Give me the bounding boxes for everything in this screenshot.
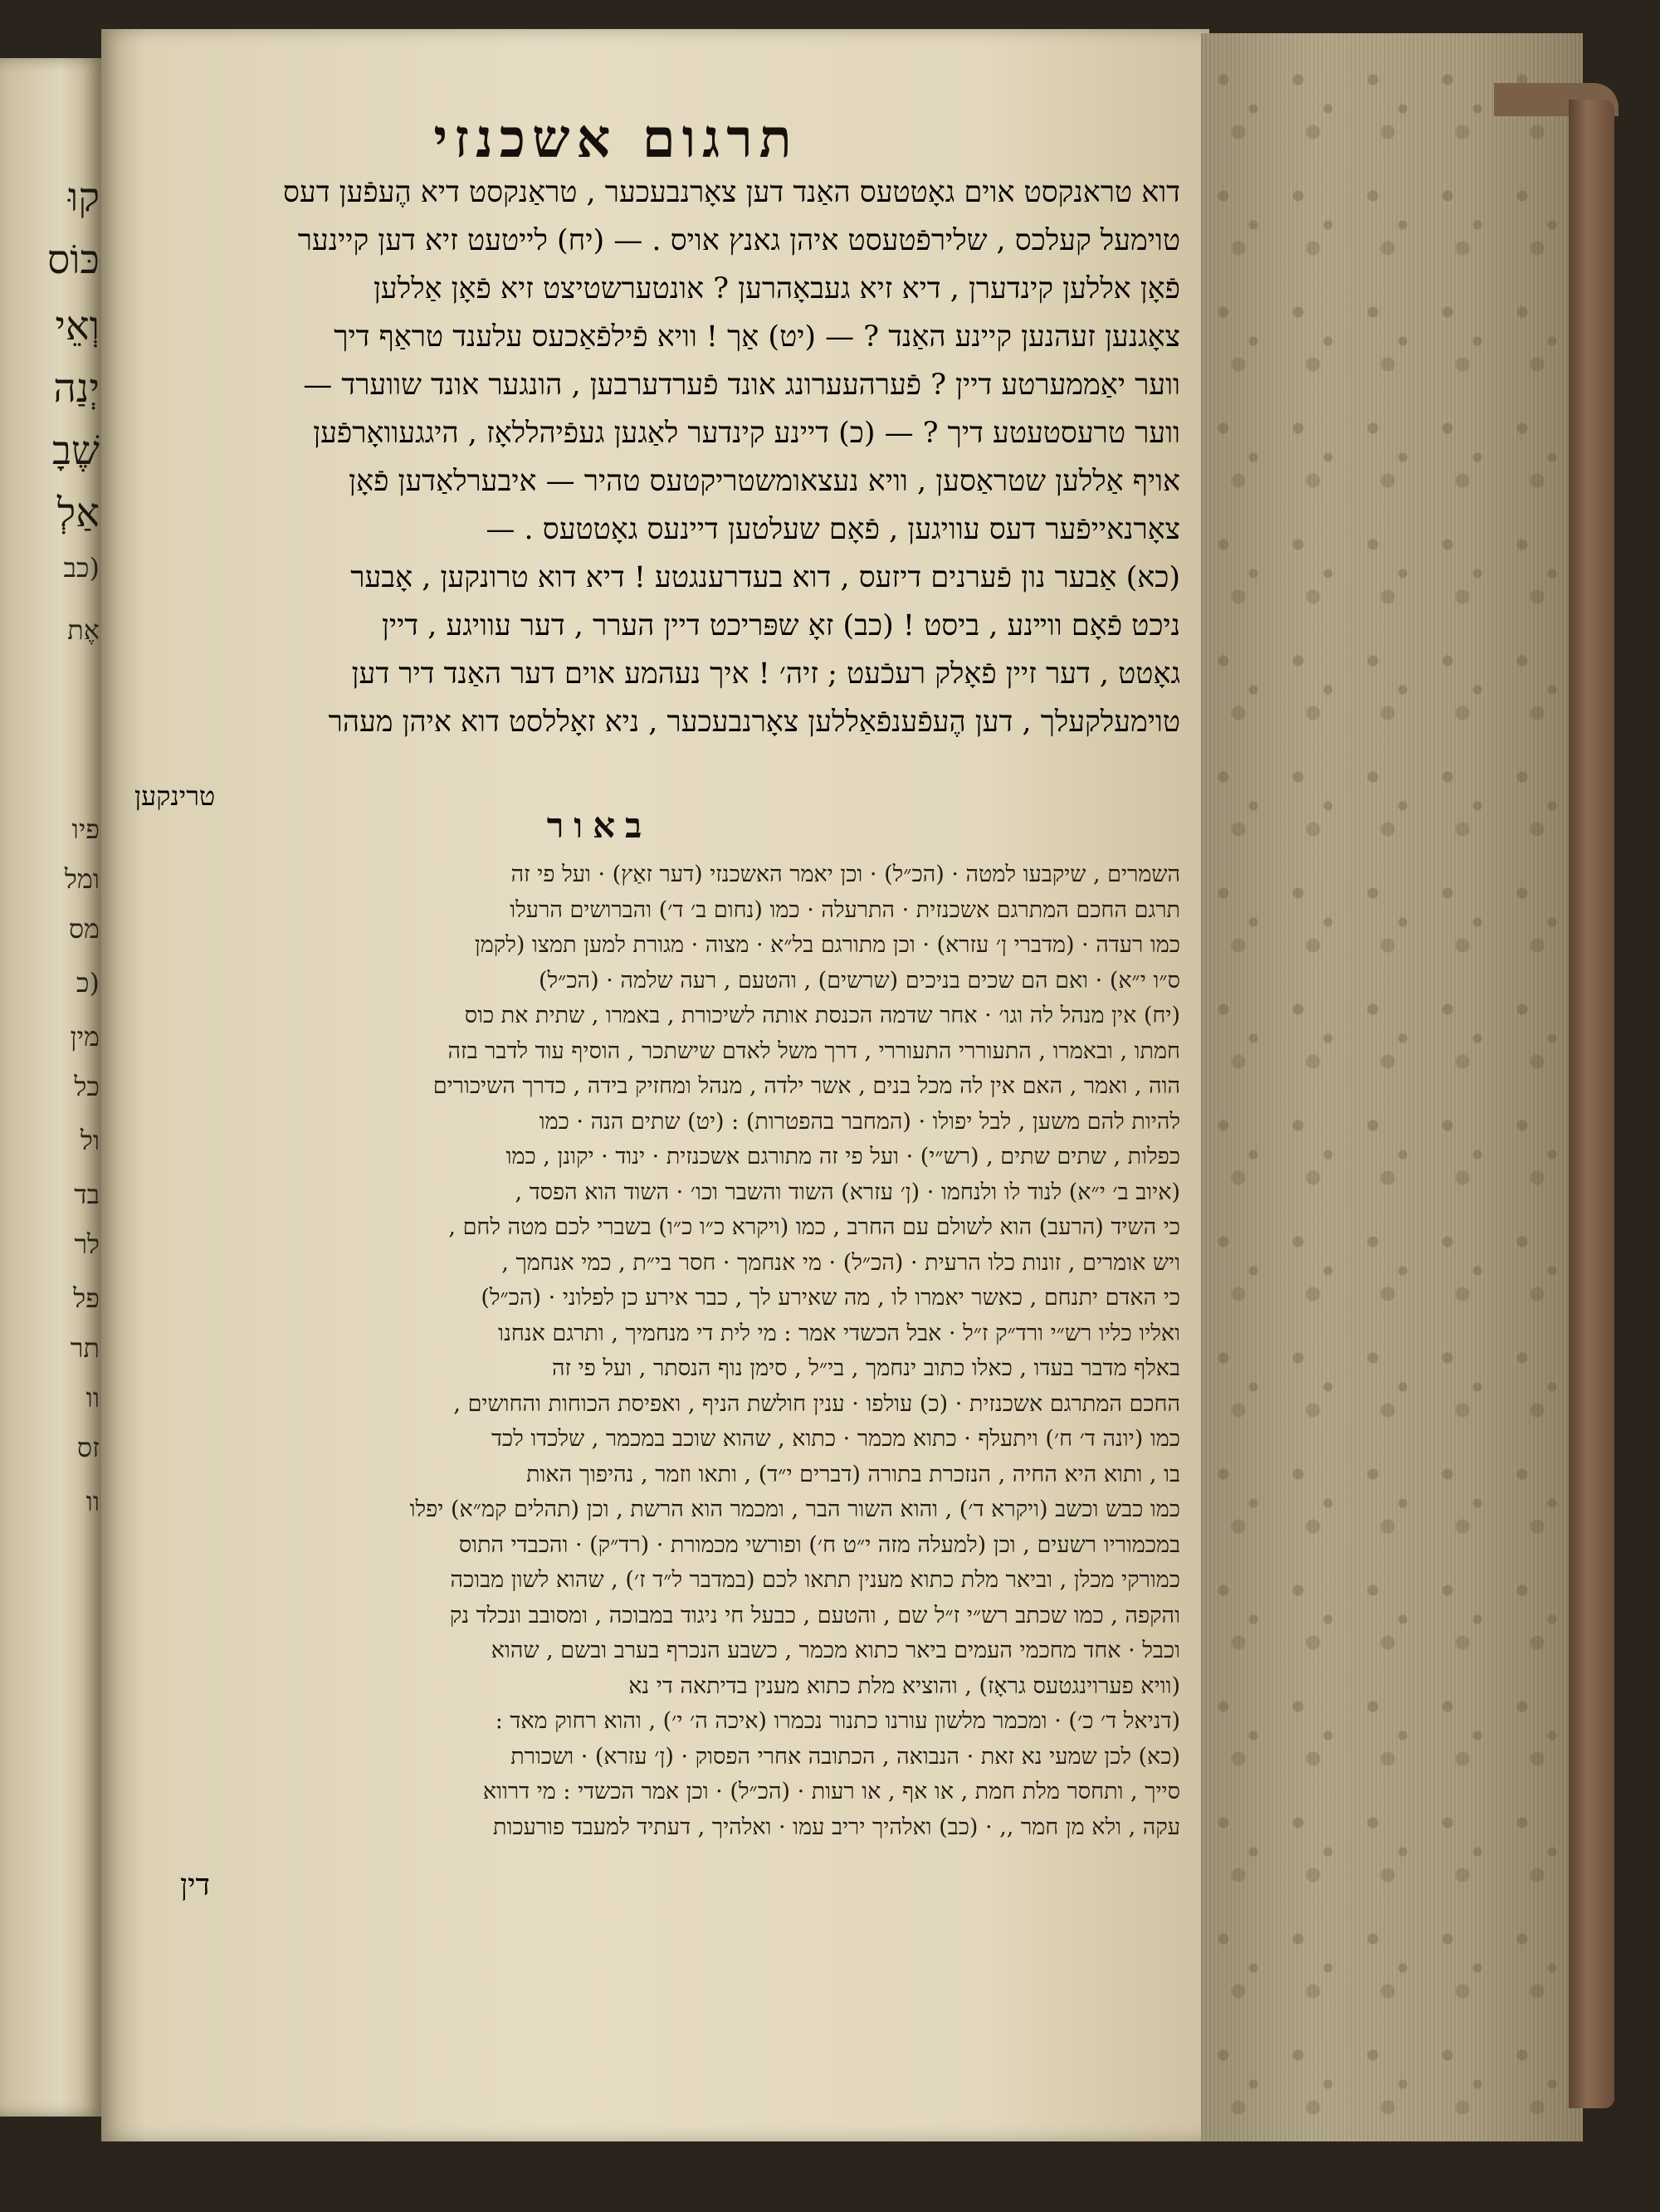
commentary-line: (איוב ב׳ י״א) לנוד לו ולנחמו · (ן׳ עזרא) השוד והשבר וכו׳ · השוד הוא הפסד , bbox=[515, 1180, 1180, 1204]
left-page-line: וו bbox=[85, 1382, 100, 1414]
translation-line: ניכט פֿאָם ווײנע , ביסט ! (כב) זאָ שפּריכט דיין הערר , דער עוויגע , דיין bbox=[381, 612, 1180, 641]
commentary-line: בו , ותוא היא החיה , הנזכרת בתורה (דברים י״ד) , ותאו וזמר , נהיפוך האות bbox=[526, 1462, 1180, 1486]
commentary-line: כי השיד (הרעב) הוא לשולם עם החרב , כמו (ויקרא כ״ו כ״ו) בשברי לכם מטה לחם , bbox=[448, 1216, 1180, 1238]
commentary-line: והקפה , כמו שכתב רש״י ז״ל שם , והטעם , כבעל חי ניגוד במבוכה , ומסובב ונכלד נק bbox=[449, 1604, 1180, 1627]
left-page-line: אֶת bbox=[67, 614, 100, 646]
left-page-line: ומל bbox=[64, 863, 100, 895]
translation-line: ווער טרעסטעטע דיך ? — (כ) דיינע קינדער לאַגען געפֿיהללאָז , היגגעוואָרפֿען bbox=[313, 419, 1180, 448]
catchword-footer: דין bbox=[180, 1868, 210, 1902]
left-page-line: לר bbox=[74, 1228, 100, 1260]
left-page-line: (כב bbox=[63, 552, 100, 584]
left-page-line: פיו bbox=[71, 813, 100, 845]
commentary-line: השמרים , שיקבעו למטה · (הכ״ל) · וכן יאמר האשכנזי (דער זאַץ) · ועל פי זה bbox=[510, 863, 1180, 886]
left-page-line: זס bbox=[76, 1432, 100, 1463]
catchword-translation: טרינקען bbox=[134, 780, 216, 812]
book-cover-edge bbox=[1569, 100, 1614, 2108]
commentary-line: כמו רעדה · (מדברי ן׳ עזרא) · וכן מתורגם בל״א · מצוה · מגורת למען תמצו (לקמן bbox=[474, 934, 1180, 956]
left-page-line: כל bbox=[74, 1071, 100, 1102]
translation-line: גאָטט , דער זיין פֿאָלק רעכֿעט ; זיה׳ ! איך נעהמע אוים דער האַנד דיר דען bbox=[351, 660, 1180, 689]
translation-line: ווער יאַממערטע דיין ? פֿערהעערונג אונד פֿערדערבען , הונגער אונד שווערד — bbox=[303, 371, 1180, 400]
previous-page-fragment bbox=[0, 58, 101, 2117]
commentary-line: חמתו , ובאמרו , התעוררי התעוררי , דרך משל לאדם שישתכר , הוסיף עוד לדבר בזה bbox=[447, 1039, 1180, 1062]
translation-line: טוימעלקעלך , דען הֶעפֿענפֿאַללען צאָרנבעכער , ניא זאָללסט דוא איהן מעהר bbox=[328, 708, 1180, 737]
commentary-line: להיות להם משען , לבל יפולו · (המחבר בהפטרות) : (יט) שתים הנה · כמו bbox=[539, 1110, 1180, 1133]
left-page-line: בד bbox=[74, 1179, 100, 1210]
left-page-line: וו bbox=[85, 1486, 100, 1517]
left-page-line: קוּ bbox=[68, 174, 100, 221]
commentary-line: כמורקי מכלן , וביאר מלת כתוא מענין תתאו לכם (במדבר ל״ד ז׳) , שהוא לשון מבוכה bbox=[450, 1569, 1180, 1591]
translation-line: אויף אַללען שטראַסען , וויא נעצאומשטריקטעס טהיר — איבערלאַדען פֿאָן bbox=[349, 467, 1180, 496]
commentary-line: כמו (יונה ד׳ ח׳) ויתעלף · כתוא מכמר · כתוא , שהוא שוכב במכמר , שלכדו לכד bbox=[491, 1428, 1180, 1450]
commentary-line: במכמוריו רשעים , וכן (למעלה מזה י״ט ח׳) ופורשי מכמורת · (רד״ק) · והכבדי התוס bbox=[458, 1533, 1180, 1556]
commentary-line: תרגם החכם המתרגם אשכנזית · התרעלה · כמו (נחום ב׳ ד׳) והברושים הרעלו bbox=[510, 898, 1180, 921]
commentary-heading: באור bbox=[546, 805, 652, 846]
left-page-line: (כ bbox=[76, 967, 100, 999]
commentary-line: סייך , ותחסר מלת חמת , או אף , או רעות · (הכ״ל) · וכן אמר הכשדי : מי דרווא bbox=[482, 1780, 1180, 1803]
left-page-line: אַלְ bbox=[56, 490, 100, 536]
commentary-line: ואליו כליו רש״י ורד״ק ז״ל · אבל הכשדי אמר : מי לית די מנחמיך , ותרגם אנחנו bbox=[498, 1321, 1180, 1345]
commentary-line: כמו כבש וכשב (ויקרא ד׳) , והוא השור הבר , ומכמר הוא הרשת , וכן (תהלים קמ״א) יפלו bbox=[409, 1498, 1180, 1521]
commentary-line: עקה , ולא מן חמר ,, · (כב) ואלהיך יריב עמו · ואלהיך , דעתיד למעבד פורעכות bbox=[493, 1815, 1180, 1838]
commentary-line: החכם המתרגם אשכנזית · (כ) עולפו · ענין חולשת הניף , ואפיסת הכוחות והחושים , bbox=[453, 1392, 1180, 1415]
left-page-line: תר bbox=[70, 1332, 100, 1364]
commentary-line: (כא) לכן שמעי נא זאת · הנבואה , הכתובה אחרי הפסוק · (ן׳ עזרא) · ושכורת bbox=[510, 1745, 1180, 1768]
commentary-line: (דניאל ד׳ כ׳) · ומכמר מלשון עורנו כתנור נכמרו (איכה ה׳ י׳) , והוא רחוק מאד : bbox=[495, 1710, 1180, 1732]
translation-line: טוימעל קעלכס , שלירפֿטעסט איהן גאנץ אויס . — (יח) לייטעט זיא דען קיינער bbox=[297, 227, 1180, 256]
commentary-line: כפלות , שתים שתים , (רש״י) · ועל פי זה מתורגם אשכנזית · ינוד · יקונן , כמו bbox=[505, 1145, 1180, 1168]
left-page-line: יְנַה bbox=[53, 365, 100, 412]
left-page-line: כּוֹס bbox=[46, 237, 100, 283]
page-fore-edge bbox=[1201, 33, 1583, 2141]
commentary-line: (יח) אין מנהל לה וגו׳ · אחר שדמה הכנסת אותה לשיכורת , באמרו , שתית את כוס bbox=[464, 1004, 1180, 1027]
left-page-line: שֶׁבָ bbox=[51, 427, 100, 474]
commentary-line: כי האדם יתנחם , כאשר יאמרו לו , מה שאירע לך , כבר אירע כן לפלוני · (הכ״ל) bbox=[481, 1287, 1180, 1309]
left-page-line: וְאֵי bbox=[55, 303, 100, 349]
translation-line: פֿאָן אללען קינדערן , דיא זיא געבאָהרען ? אונטערשטיצט זיא פֿאָן אַללען bbox=[373, 275, 1180, 304]
left-page-line: ול bbox=[80, 1125, 100, 1156]
translation-line: (כא) אַבער נון פֿערנים דיזעס , דוא בעדרענגטע ! דיא דוא טרונקען , אָבער bbox=[350, 564, 1180, 593]
book-page bbox=[101, 29, 1209, 2141]
commentary-line: ויש אומרים , זונות כלו הרעית · (הכ״ל) · מי אנחמך · חסר בי״ת , כמי אנחמך , bbox=[501, 1251, 1180, 1274]
left-page-line: מין bbox=[70, 1021, 100, 1052]
commentary-line: הוה , ואמר , האם אין לה מכל בנים , אשר ילדה , מנהל ומחזיק בידה , כדרך השיכורים bbox=[432, 1075, 1180, 1097]
commentary-line: וכבל · אחד מחכמי העמים ביאר כתוא מכמר , כשבע הנכרף בערב ובשם , שהוא bbox=[491, 1639, 1180, 1662]
translation-line: דוא טראנקסט אוים גאָטטעס האַנד דען צאָרנבעכער , טראַנקסט דיא הֶעפֿען דעס bbox=[282, 178, 1180, 208]
commentary-line: (וויא פערוינגטעס גראָז) , והוציא מלת כתוא מענין בדיתאה די נא bbox=[628, 1674, 1180, 1697]
commentary-line: באלף מדבר בעדו , כאלו כתוב ינחמך , בי״ל , סימן נוף הנסתר , ועל פי זה bbox=[551, 1357, 1180, 1379]
page-title: תרגום אשכנזי bbox=[433, 108, 798, 170]
left-page-line: מס bbox=[68, 913, 100, 945]
left-page-line: פל bbox=[73, 1282, 100, 1314]
translation-line: צאָגנען זעהנען קיינע האַנד ? — (יט) אַך ! וויא פֿילפֿאַכעס עלענד טראַף דיך bbox=[334, 323, 1180, 352]
commentary-line: ס״ו י״א) · ואם הם שכים בניכים (שרשים) , והטעם , רעה שלמה · (הכ״ל) bbox=[538, 969, 1180, 992]
translation-line: צאָרנאייפֿער דעס עוויגען , פֿאָם שעלטען דיינעס גאָטטעס . — bbox=[486, 515, 1180, 544]
